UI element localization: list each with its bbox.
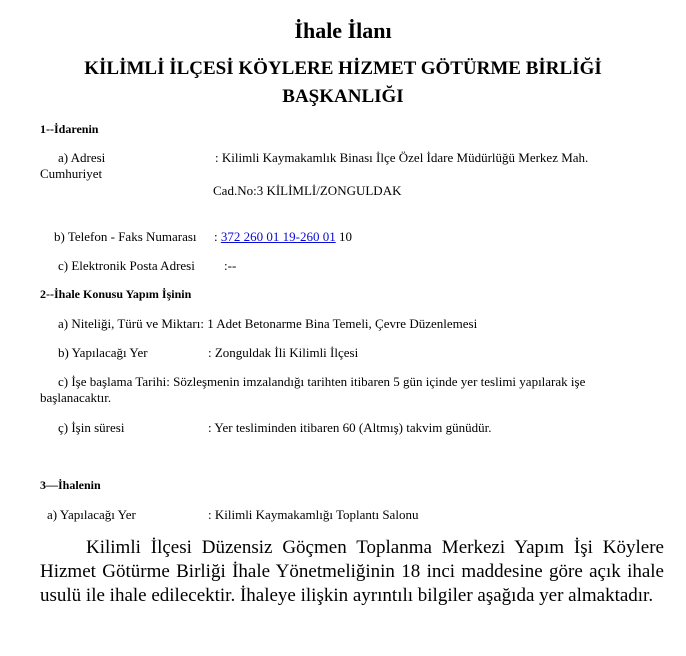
tender-place-value: : Kilimli Kaymakamlığı Toplantı Salonu	[208, 507, 419, 522]
section-3-heading: 3—İhalenin	[40, 478, 101, 492]
organization-name-continued: BAŞKANLIĞI	[282, 86, 404, 107]
work-nature: a) Niteliği, Türü ve Miktarı: 1 Adet Betonarme Bina Temeli, Çevre Düzenlemesi	[58, 316, 478, 331]
tender-place-label: a) Yapılacağı Yer	[47, 507, 136, 522]
email-value: :--	[224, 258, 237, 273]
email-label: c) Elektronik Posta Adresi	[58, 258, 195, 273]
organization-name: KİLİMLİ İLÇESİ KÖYLERE HİZMET GÖTÜRME BİRLİĞİ	[84, 58, 602, 79]
phone-fax-value	[214, 229, 352, 245]
work-location-label: b) Yapılacağı Yer	[58, 345, 148, 360]
phone-fax-label: b) Telefon - Faks Numarası	[54, 229, 197, 244]
start-date: c) İşe başlama Tarihi: Sözleşmenin imzalandığı tarihten itibaren 5 gün içinde yer teslimi yapılarak işe	[58, 374, 586, 389]
phone-suffix: 10	[338, 229, 352, 244]
phone-link[interactable]: 372 260 01 19-260 01	[220, 229, 336, 244]
tender-paragraph: Kilimli İlçesi Düzensiz Göçmen Toplanma Merkezi Yapım İşi Köylere Hizmet Götürme Birliği İhale Yönetmeliğinin 18 inci maddesine göre açık ihale usulü ile ihale edilecektir. İhaleye ilişkin ayrıntılı bilgiler aşağıda yer almaktadır.	[40, 537, 664, 606]
address-value-street: Cad.No:3 KİLİMLİ/ZONGULDAK	[213, 183, 402, 198]
section-2-heading: 2--İhale Konusu Yapım İşinin	[40, 287, 192, 301]
work-duration-value: : Yer tesliminden itibaren 60 (Altmış) takvim günüdür.	[208, 420, 492, 435]
section-1-heading: 1--İdarenin	[40, 122, 99, 136]
work-duration-label: ç) İşin süresi	[58, 420, 125, 435]
address-value-continued: Cumhuriyet	[40, 166, 103, 181]
start-date-continued: başlanacaktır.	[40, 390, 112, 405]
phone-separator: :	[214, 229, 218, 244]
address-label: a) Adresi	[58, 150, 106, 165]
work-location-value: : Zonguldak İli Kilimli İlçesi	[208, 345, 359, 360]
page-title: İhale İlanı	[294, 18, 392, 43]
address-value: : Kilimli Kaymakamlık Binası İlçe Özel İdare Müdürlüğü Merkez Mah.	[215, 150, 589, 165]
